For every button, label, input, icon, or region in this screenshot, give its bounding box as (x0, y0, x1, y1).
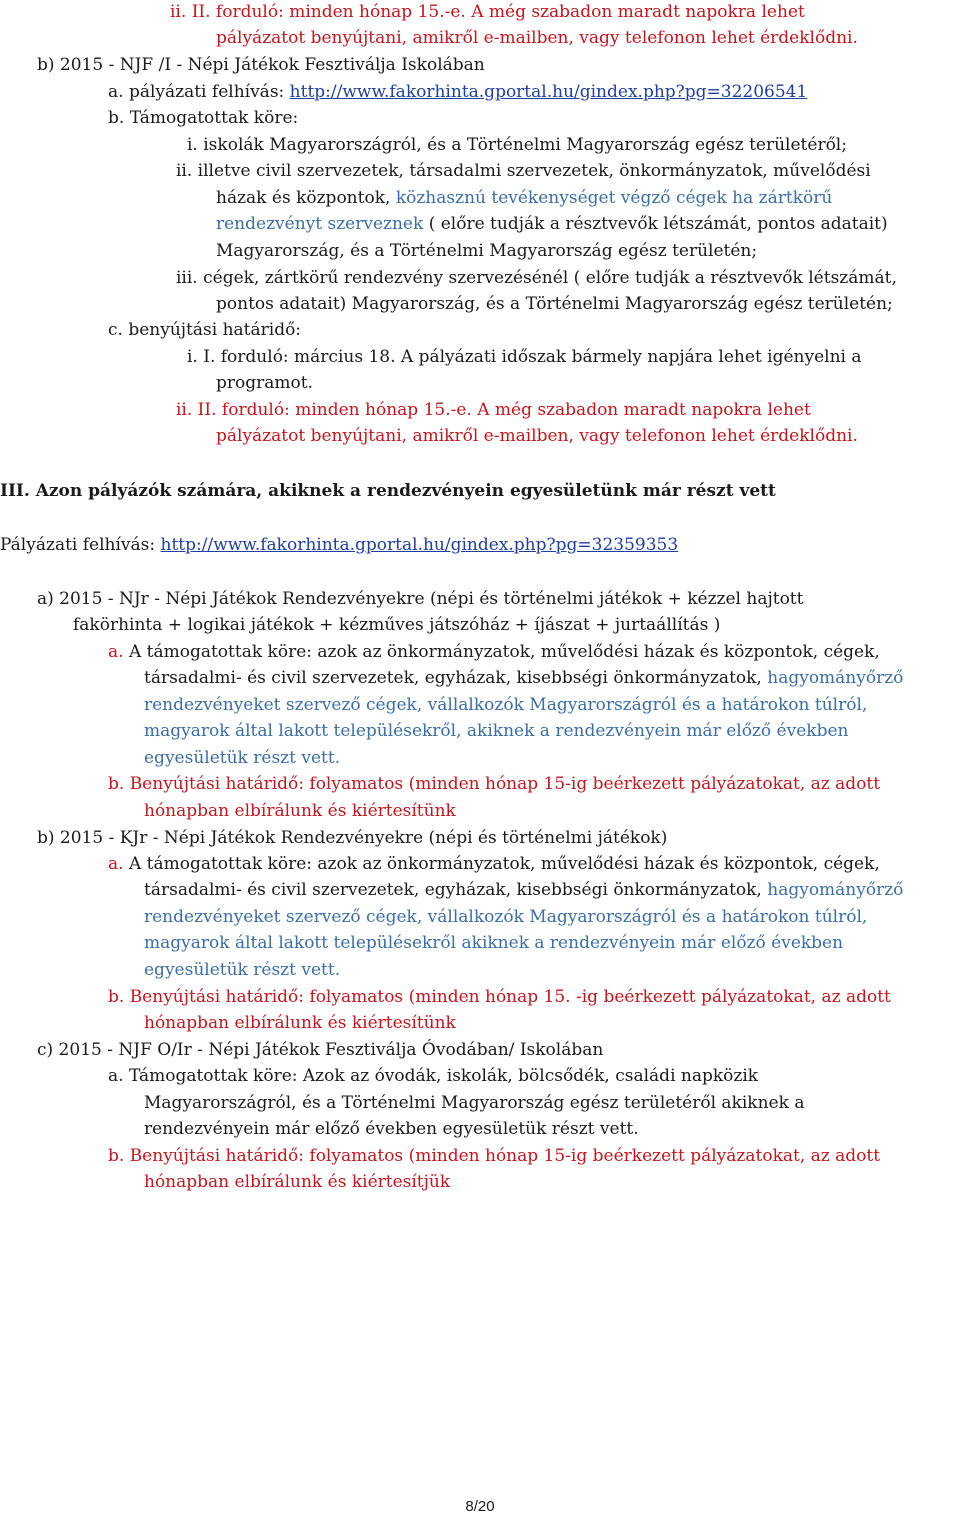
page-number: 8/20 (465, 1498, 495, 1515)
deadline-round-2-line-1: ii. II. forduló: minden hónap 15.-e. A még szabadon maradt napokra lehet (176, 400, 811, 420)
subsection-c-item-a-line-3: rendezvényein már előző években egyesületük részt vett. (144, 1119, 639, 1139)
subsection-b-heading: b) 2015 - KJr - Népi Játékok Rendezvényekre (népi és történelmi játékok) (37, 828, 668, 848)
subsection-a-item-a-line-3: rendezvényeket szervező cégek, vállalkozók Magyarországról és a határokon túlról, (144, 695, 868, 715)
subsection-a-item-a-line-4: magyarok által lakott településekről, akiknek a rendezvényein már előző években (144, 721, 849, 741)
section-iii-heading: III. Azon pályázók számára, akiknek a rendezvényein egyesületünk már részt vett (0, 481, 776, 501)
subsection-a-item-a-line-2: társadalmi- és civil szervezetek, egyházak, kisebbségi önkormányzatok, hagyományőrző (144, 668, 904, 688)
call-line-a: a. pályázati felhívás: http://www.fakorhinta.gportal.hu/gindex.php?pg=32206541 (108, 82, 808, 102)
list-item-ii-line-1: ii. illetve civil szervezetek, társadalmi szervezetek, önkormányzatok, művelődési (176, 161, 871, 181)
subsection-c-item-b-line-2: hónapban elbírálunk és kiértesítjük (144, 1172, 451, 1192)
subsection-c-heading: c) 2015 - NJF O/Ir - Népi Játékok Fesztiválja Óvodában/ Iskolában (37, 1040, 604, 1060)
round-two-line-1: ii. II. forduló: minden hónap 15.-e. A még szabadon maradt napokra lehet (170, 2, 805, 22)
list-item-ii-line-4: Magyarország, és a Történelmi Magyarország egész területén; (216, 241, 758, 261)
subsection-a-heading-line-2: fakörhinta + logikai játékok + kézműves játszóház + íjászat + jurtaállítás ) (73, 615, 721, 635)
subsection-a-item-b-line-2: hónapban elbírálunk és kiértesítünk (144, 801, 456, 821)
call-link-32206541[interactable]: http://www.fakorhinta.gportal.hu/gindex.php?pg=32206541 (289, 82, 808, 102)
subsection-a-item-b-line-1: b. Benyújtási határidő: folyamatos (minden hónap 15-ig beérkezett pályázatokat, az adott (108, 774, 881, 794)
call-line-iii: Pályázati felhívás: http://www.fakorhinta.gportal.hu/gindex.php?pg=32359353 (0, 535, 679, 555)
deadline-round-1-line-2: programot. (216, 373, 313, 393)
list-item-ii-line-3: rendezvényt szerveznek ( előre tudják a résztvevők létszámát, pontos adatait) (216, 214, 888, 234)
subsection-b-item-b-line-2: hónapban elbírálunk és kiértesítünk (144, 1013, 456, 1033)
subsection-b-item-b-line-1: b. Benyújtási határidő: folyamatos (minden hónap 15. -ig beérkezett pályázatokat, az adott (108, 987, 891, 1007)
subsection-c-item-a-line-2: Magyarországról, és a Történelmi Magyarország egész területéről akiknek a (144, 1093, 805, 1113)
deadline-label: c. benyújtási határidő: (108, 320, 302, 340)
subsection-c-item-a-line-1: a. Támogatottak köre: Azok az óvodák, iskolák, bölcsődék, családi napközik (108, 1066, 759, 1086)
list-item-i: i. iskolák Magyarországról, és a Történelmi Magyarország egész területéről; (187, 135, 847, 155)
subsection-c-item-b-line-1: b. Benyújtási határidő: folyamatos (minden hónap 15-ig beérkezett pályázatokat, az adott (108, 1146, 881, 1166)
subsection-a-item-a-line-1: a. A támogatottak köre: azok az önkormányzatok, művelődési házak és központok, cégek, (108, 642, 880, 662)
subsection-b-item-a-line-1: a. A támogatottak köre: azok az önkormányzatok, művelődési házak és központok, cégek, (108, 854, 880, 874)
supported-circle-label: b. Támogatottak köre: (108, 108, 299, 128)
subsection-b-item-a-line-5: egyesületük részt vett. (144, 960, 341, 980)
call-link-32359353[interactable]: http://www.fakorhinta.gportal.hu/gindex.php?pg=32359353 (160, 535, 679, 555)
subsection-a-item-a-line-5: egyesületük részt vett. (144, 748, 341, 768)
subsection-b-item-a-line-4: magyarok által lakott településekről akiknek a rendezvényein már előző években (144, 933, 844, 953)
list-item-ii-line-2: házak és központok, közhasznú tevékenységet végző cégek ha zártkörű (216, 188, 833, 208)
round-two-line-2: pályázatot benyújtani, amikről e-mailben, vagy telefonon lehet érdeklődni. (216, 28, 858, 48)
list-item-iii-line-1: iii. cégek, zártkörű rendezvény szervezésénél ( előre tudják a résztvevők létszámát, (176, 268, 897, 288)
subsection-b-item-a-line-2: társadalmi- és civil szervezetek, egyházak, kisebbségi önkormányzatok, hagyományőrző (144, 880, 904, 900)
subsection-a-heading-line-1: a) 2015 - NJr - Népi Játékok Rendezvényekre (népi és történelmi játékok + kézzel hajtott (37, 589, 804, 609)
section-b-heading: b) 2015 - NJF /I - Népi Játékok Fesztiválja Iskolában (37, 55, 485, 75)
deadline-round-1-line-1: i. I. forduló: március 18. A pályázati időszak bármely napjára lehet igényelni a (187, 347, 862, 367)
list-item-iii-line-2: pontos adatait) Magyarország, és a Történelmi Magyarország egész területén; (216, 294, 893, 314)
subsection-b-item-a-line-3: rendezvényeket szervező cégek, vállalkozók Magyarországról és a határokon túlról, (144, 907, 868, 927)
deadline-round-2-line-2: pályázatot benyújtani, amikről e-mailben, vagy telefonon lehet érdeklődni. (216, 426, 858, 446)
